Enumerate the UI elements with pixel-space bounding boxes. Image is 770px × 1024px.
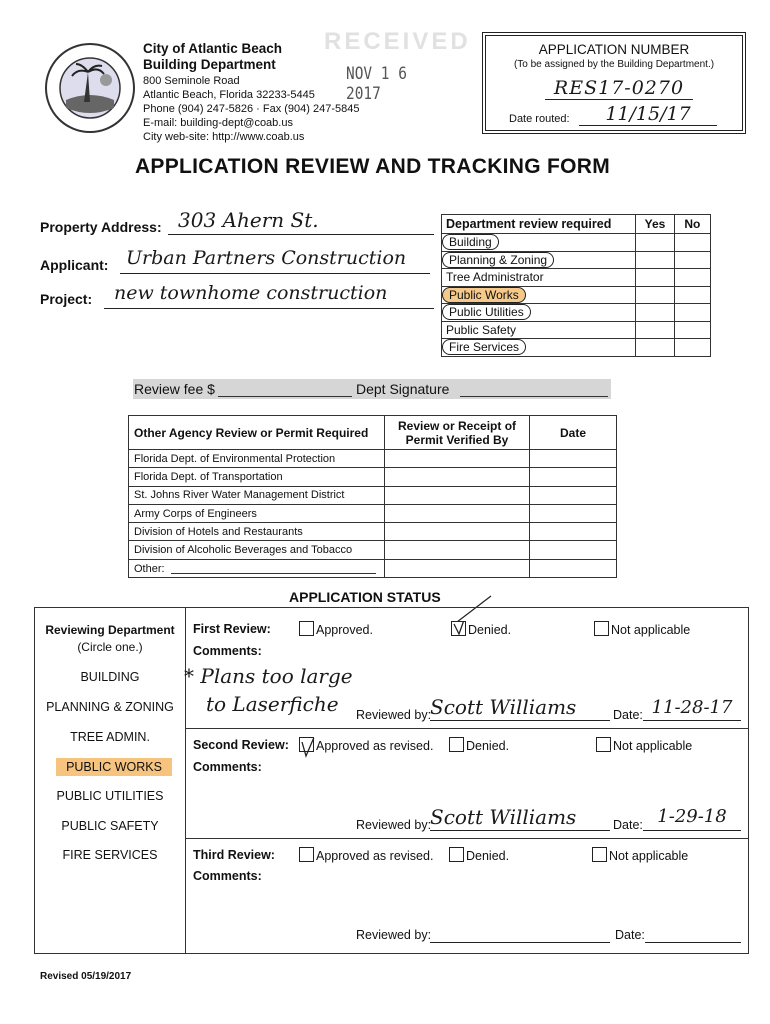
dept-row-public-works [442,286,636,304]
org-name: City of Atlantic Beach [143,41,283,56]
first-approved-option[interactable] [299,621,373,637]
yes-cell[interactable] [636,251,674,269]
second-na-checkbox[interactable] [596,737,611,752]
second-date-label: Date: [613,818,643,832]
first-reviewed-by-label: Reviewed by: [356,708,432,722]
first-denied-option[interactable] [451,621,511,637]
email: E-mail: building-dept@coab.us [143,117,293,129]
dept-row-label: Public Works [442,287,526,303]
no-cell[interactable] [674,234,710,252]
second-denied-label: Denied. [466,739,510,753]
first-reviewer-signature[interactable]: Scott Williams [430,695,610,721]
dept-row-public-safety [442,321,636,339]
third-na-label: Not applicable [609,849,689,863]
dept-signature-field[interactable] [460,379,608,397]
circle-one-note: (Circle one.) [77,640,143,654]
second-na-option[interactable] [596,737,692,753]
date-cell[interactable] [530,486,617,504]
third-comments-label: Comments: [193,869,262,883]
yes-cell[interactable] [636,321,674,339]
no-cell[interactable] [674,286,710,304]
dept-row-building [442,234,636,252]
first-comment-line1[interactable]: * Plans too large [184,664,353,688]
dept-row-public-utilities [442,304,636,322]
first-comments-label: Comments: [193,644,262,658]
verified-by-cell[interactable] [385,504,530,522]
application-number-box [482,32,746,134]
applicant-field[interactable]: Urban Partners Construction [120,247,430,274]
first-na-label: Not applicable [611,623,691,637]
dept-public-works[interactable]: PUBLIC WORKS [56,758,172,776]
property-address-label: Property Address: [40,219,162,235]
third-approved-option[interactable] [299,847,433,863]
dept-row-planning-zoning [442,251,636,269]
city-seal-logo [44,42,136,134]
other-field[interactable] [171,561,376,574]
second-date-value[interactable]: 1-29-18 [643,806,741,831]
second-na-label: Not applicable [613,739,693,753]
reviewing-dept-label: Reviewing Department [45,623,175,637]
yes-cell[interactable] [636,269,674,287]
verified-by-cell[interactable] [385,468,530,486]
first-na-checkbox[interactable] [594,621,609,636]
agency-col-header: Other Agency Review or Permit Required [129,416,385,450]
no-cell[interactable] [674,269,710,287]
second-approved-option[interactable] [299,737,433,753]
first-comment-line2[interactable]: to Laserfiche [206,692,339,716]
agency-row: Division of Alcoholic Beverages and Tobacco [129,541,385,559]
dept-signature-label: Dept Signature [356,381,450,397]
dept-review-header: Department review required [442,215,636,234]
yes-cell[interactable] [636,234,674,252]
dept-row-label: Tree Administrator [446,270,544,285]
agency-row: Florida Dept. of Environmental Protection [129,450,385,468]
address-line2: Atlantic Beach, Florida 32233-5445 [143,89,315,101]
property-address-field[interactable]: 303 Ahern St. [168,208,434,235]
third-review-label: Third Review: [193,848,275,862]
project-label: Project: [40,291,93,307]
verified-by-cell[interactable] [385,486,530,504]
application-status-box [34,607,749,954]
dept-tree-admin[interactable]: TREE ADMIN. [70,730,150,744]
verified-by-cell[interactable] [385,523,530,541]
app-number-title: APPLICATION NUMBER [538,42,690,57]
date-cell[interactable] [530,504,617,522]
third-reviewed-by-label: Reviewed by: [356,928,432,942]
agency-row: Florida Dept. of Transportation [129,468,385,486]
date-routed-label: Date routed: [509,113,570,125]
date-cell[interactable] [530,541,617,559]
date-routed-value[interactable]: 11/15/17 [579,103,717,126]
dept-row-label: Public Safety [446,322,517,337]
yes-header: Yes [636,215,674,234]
date-cell[interactable] [530,559,617,577]
second-approved-checkbox[interactable] [299,737,314,752]
dept-row-label: Building [442,234,499,250]
dept-fire-services[interactable]: FIRE SERVICES [62,848,158,862]
form-title: APPLICATION REVIEW AND TRACKING FORM [134,155,611,178]
first-approved-checkbox[interactable] [299,621,314,636]
date-cell[interactable] [530,468,617,486]
dept-public-utilities[interactable]: PUBLIC UTILITIES [56,789,164,803]
address-line1: 800 Seminole Road [143,75,240,87]
second-denied-option[interactable] [449,737,509,753]
app-number-subtitle: (To be assigned by the Building Department.) [513,59,715,70]
review-fee-bar [133,379,611,399]
agency-row: Army Corps of Engineers [129,504,385,522]
first-date-label: Date: [613,708,643,722]
received-stamp [318,28,471,104]
dept-row-label: Fire Services [442,339,526,355]
app-number-value[interactable]: RES17-0270 [545,77,693,100]
revised-date: Revised 05/19/2017 [40,971,132,982]
third-approved-label: Approved as revised. [316,849,434,863]
stamp-received-text: RECEIVED [324,28,471,55]
dept-name: Building Department [143,57,276,72]
second-comments-label: Comments: [193,760,262,774]
verified-by-cell[interactable] [385,450,530,468]
stamp-date: NOV 1 6 2017 [346,64,407,104]
dept-row-label: Planning & Zoning [442,252,554,268]
first-na-option[interactable] [594,621,690,637]
first-denied-label: Denied. [468,623,512,637]
application-status-title: APPLICATION STATUS [289,589,441,605]
no-cell[interactable] [674,339,710,357]
dept-public-safety[interactable]: PUBLIC SAFETY [61,819,159,833]
yes-cell[interactable] [636,286,674,304]
third-denied-label: Denied. [466,849,510,863]
second-approved-label: Approved as revised. [316,739,434,753]
other-label: Other: [134,563,165,576]
third-denied-checkbox[interactable] [449,847,464,862]
no-cell[interactable] [674,321,710,339]
verified-by-cell[interactable] [385,559,530,577]
verified-by-col-header: Review or Receipt of Permit Verified By [385,416,530,450]
first-review-label: First Review: [193,622,271,636]
second-review-label: Second Review: [193,738,289,752]
third-reviewer-signature-field[interactable] [430,926,610,943]
third-approved-checkbox[interactable] [299,847,314,862]
verified-by-cell[interactable] [385,541,530,559]
yes-cell[interactable] [636,304,674,322]
review-fee-label: Review fee $ [134,381,215,397]
project-field[interactable]: new townhome construction [104,282,434,309]
phone-fax: Phone (904) 247-5826 · Fax (904) 247-5845 [143,103,360,115]
third-date-field[interactable] [645,926,741,943]
date-cell[interactable] [530,523,617,541]
second-reviewer-signature[interactable]: Scott Williams [430,805,610,831]
dept-row-fire-services [442,339,636,357]
no-cell[interactable] [674,251,710,269]
agency-row: St. Johns River Water Management District [129,486,385,504]
date-col-header: Date [530,416,617,450]
department-review-table [441,214,711,357]
date-cell[interactable] [530,450,617,468]
third-na-option[interactable] [592,847,688,863]
dept-planning-zoning[interactable]: PLANNING & ZONING [46,700,174,714]
dept-row-label: Public Utilities [442,304,531,320]
third-denied-option[interactable] [449,847,509,863]
second-denied-checkbox[interactable] [449,737,464,752]
first-approved-label: Approved. [316,623,373,637]
third-na-checkbox[interactable] [592,847,607,862]
no-header: No [674,215,710,234]
agency-row-other [129,559,385,577]
website: City web-site: http://www.coab.us [143,131,305,143]
review-fee-field[interactable] [218,379,352,397]
first-denied-checkbox[interactable] [451,621,466,636]
first-date-value[interactable]: 11-28-17 [643,697,741,721]
yes-cell[interactable] [636,339,674,357]
agency-row: Division of Hotels and Restaurants [129,523,385,541]
second-reviewed-by-label: Reviewed by: [356,818,432,832]
applicant-label: Applicant: [40,257,109,273]
third-date-label: Date: [615,928,645,942]
no-cell[interactable] [674,304,710,322]
dept-row-tree-admin [442,269,636,287]
other-agency-table [128,415,617,578]
dept-building[interactable]: BUILDING [80,670,140,684]
